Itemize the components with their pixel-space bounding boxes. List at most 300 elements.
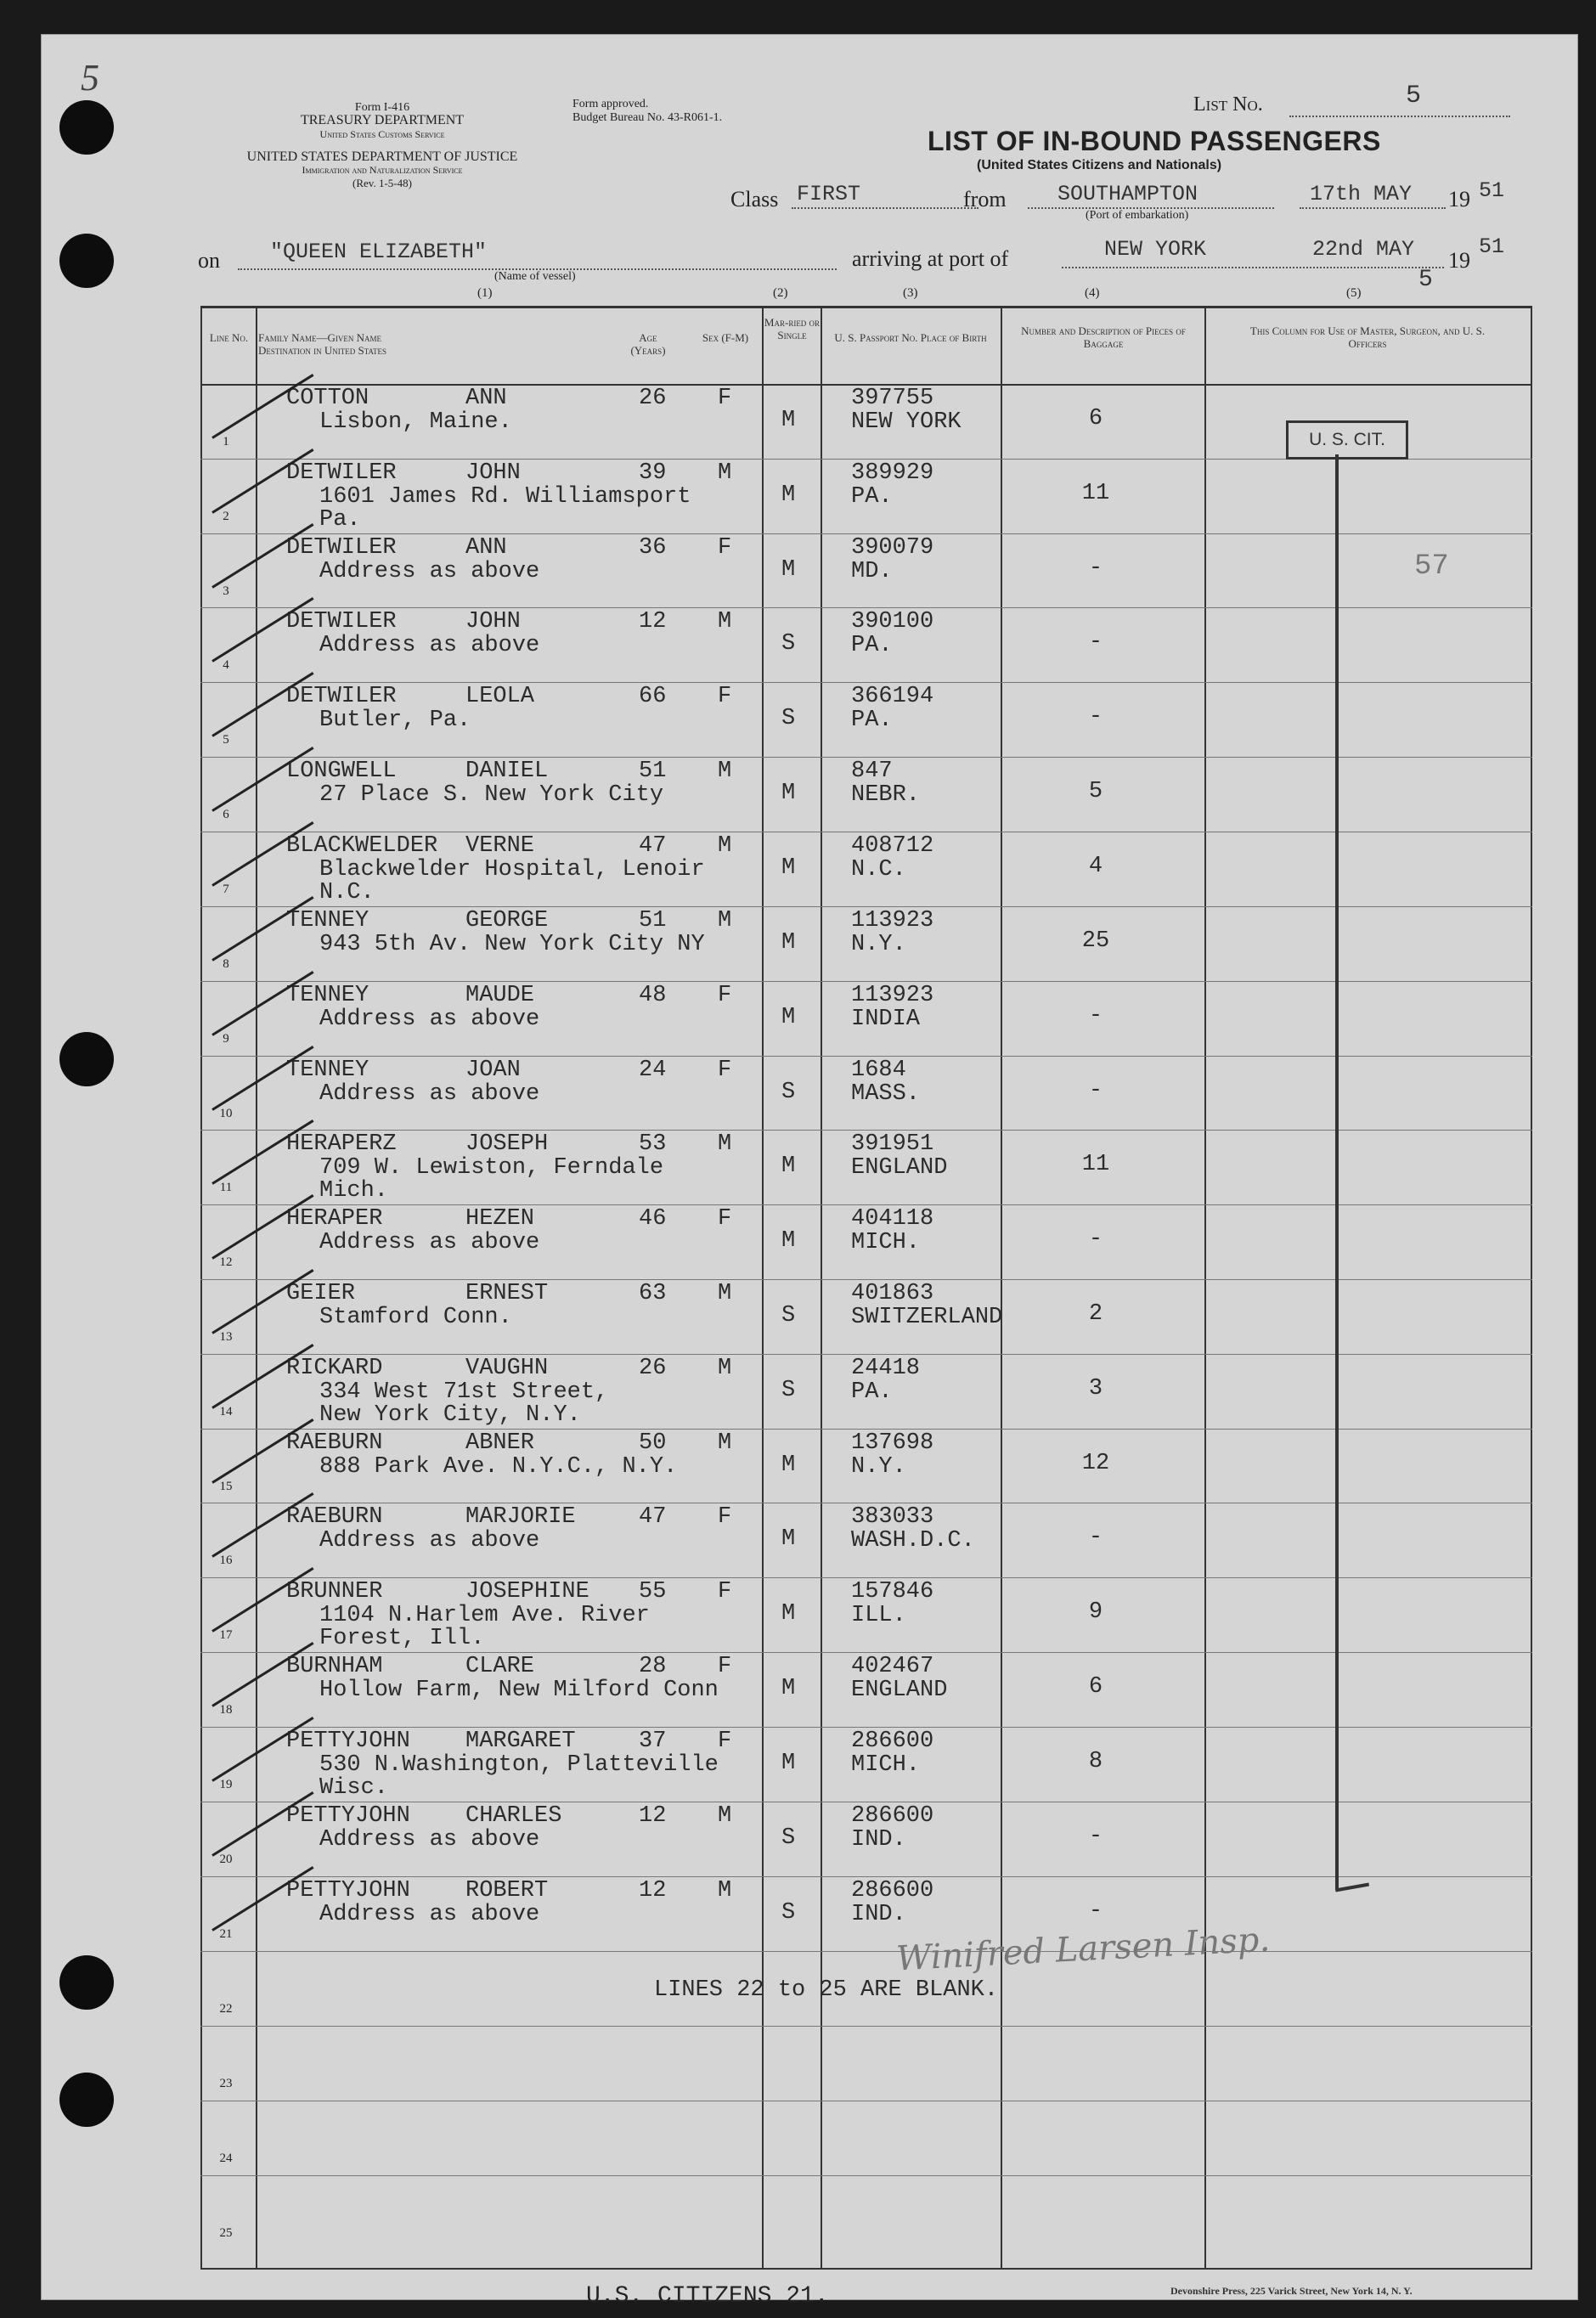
form-sheet [41,34,1578,2300]
passport-number: 24418 [851,1356,921,1381]
row-separator [200,1951,1532,1952]
header-sex: Sex (F-M) [702,331,749,344]
row-separator [200,2175,1532,2176]
passenger-address: 888 Park Ave. N.Y.C., N.Y. [319,1454,678,1480]
passenger-age: 48 [639,983,667,1008]
baggage-pieces: - [1088,1227,1103,1252]
line-number: 1 [223,435,229,448]
port-caption: (Port of embarkation) [1086,209,1189,222]
marital-status: M [781,1751,796,1776]
passenger-surname: DETWILER [286,460,397,486]
marital-status: S [781,1900,796,1926]
row-separator [200,981,1532,982]
col-divider [1001,306,1002,2270]
passport-number: 286600 [851,1729,934,1754]
baggage-pieces: - [1088,1078,1103,1103]
row-separator [200,1429,1532,1430]
passport-number: 390100 [851,609,934,634]
citizen-total: U.S. CITIZENS 21. [586,2283,829,2310]
vessel-name: "QUEEN ELIZABETH" [270,240,488,264]
punch-hole [59,1955,114,2010]
baggage-pieces: 4 [1088,854,1103,879]
row-separator [200,1204,1532,1205]
passenger-surname: BRUNNER [286,1579,383,1605]
passenger-address-2: New York City, N.Y. [319,1402,581,1428]
col-num-3: (3) [903,286,918,300]
passport-number: 404118 [851,1206,934,1232]
line-number: 24 [219,2152,233,2165]
passenger-surname: COTTON [286,386,369,411]
place-of-birth: NEBR. [851,782,921,808]
baggage-pieces: 5 [1088,779,1103,804]
place-of-birth: SWITZERLAND [851,1305,1003,1330]
place-of-birth: MD. [851,559,893,584]
passenger-sex: M [718,1131,732,1157]
line-number: 17 [219,1628,233,1642]
arriving-label: arriving at port of [852,246,1009,271]
line-number: 9 [223,1032,229,1046]
marital-status: M [781,1228,796,1254]
col-num-4: (4) [1085,286,1100,300]
passenger-age: 47 [639,833,667,859]
baggage-pieces: 12 [1081,1451,1110,1476]
header-passport: U. S. Passport No. Place of Birth [834,331,987,344]
passenger-surname: HERAPER [286,1206,383,1232]
row-separator [200,1056,1532,1057]
place-of-birth: PA. [851,1379,893,1405]
passenger-age: 26 [639,1356,667,1381]
passenger-age: 46 [639,1206,667,1232]
passenger-age: 63 [639,1281,667,1306]
line-number: 13 [219,1330,233,1344]
passenger-address: Address as above [319,1902,540,1927]
marital-status: M [781,930,796,956]
punch-hole [59,2073,114,2127]
passport-number: 137698 [851,1430,934,1456]
passenger-given-name: GEORGE [465,908,549,933]
row-separator [200,1876,1532,1877]
passenger-given-name: JOHN [465,460,521,486]
passenger-surname: PETTYJOHN [286,1803,410,1829]
baggage-pieces: - [1088,1898,1103,1924]
ins-service: Immigration and Naturalization Service [302,164,463,176]
passenger-given-name: ABNER [465,1430,535,1456]
page-mark: 5 [81,57,99,99]
passenger-age: 37 [639,1729,667,1754]
header-age: Age (Years) [630,331,666,357]
depart-date: 17th MAY [1310,182,1413,206]
passenger-age: 66 [639,684,667,709]
place-of-birth: ENGLAND [851,1678,948,1703]
place-of-birth: N.Y. [851,932,906,957]
passenger-surname: PETTYJOHN [286,1729,410,1754]
header-married: Mar-ried or Single [764,316,821,341]
table-right-border [1531,306,1532,2270]
passenger-given-name: LEOLA [465,684,535,709]
passenger-surname: GEIER [286,1281,356,1306]
marital-status: M [781,1005,796,1030]
col-num-1: (1) [477,286,493,300]
dept-treasury: TREASURY DEPARTMENT [300,113,465,127]
line-number: 10 [219,1107,233,1120]
passenger-surname: DETWILER [286,609,397,634]
passenger-address-2: Mich. [319,1178,389,1204]
baggage-pieces: - [1088,704,1103,730]
col-num-2: (2) [773,286,788,300]
passport-number: 401863 [851,1281,934,1306]
passenger-sex: F [718,983,732,1008]
stamp-vertical-line [1335,454,1339,1890]
line-number: 21 [219,1927,233,1941]
baggage-pieces: - [1088,1824,1103,1849]
row-separator [200,1354,1532,1355]
passenger-surname: BLACKWELDER [286,833,438,859]
marital-status: S [781,1080,796,1105]
row-separator [200,1727,1532,1728]
baggage-pieces: 6 [1088,1674,1103,1700]
line-number: 16 [219,1554,233,1567]
place-of-birth: IND. [851,1827,906,1853]
row-separator [200,682,1532,683]
form-number: Form I-416 [354,101,410,114]
line-number: 18 [219,1703,233,1717]
row-separator [200,607,1532,608]
passenger-address: 709 W. Lewiston, Ferndale [319,1155,664,1181]
line-number: 7 [223,883,229,896]
year-prefix-2: 19 [1448,248,1470,273]
marital-status: M [781,482,796,508]
passenger-surname: DETWILER [286,684,397,709]
row-separator [200,757,1532,758]
passenger-age: 55 [639,1579,667,1605]
passenger-age: 39 [639,460,667,486]
passport-number: 383033 [851,1504,934,1530]
header-line-no: Line No. [209,331,249,344]
on-label: on [198,248,220,273]
line-number: 11 [219,1181,233,1194]
passenger-sex: M [718,833,732,859]
passenger-given-name: CLARE [465,1654,535,1679]
depart-year: 51 [1479,178,1505,203]
punch-hole [59,100,114,155]
passenger-given-name: VERNE [465,833,535,859]
baggage-pieces: 9 [1088,1599,1103,1625]
baggage-pieces: - [1088,1525,1103,1550]
vessel-caption: (Name of vessel) [494,270,576,283]
budget-bureau: Budget Bureau No. 43-R061-1. [572,111,723,124]
passenger-age: 28 [639,1654,667,1679]
passenger-sex: F [718,535,732,561]
place-of-birth: MICH. [851,1230,921,1255]
line-number: 19 [219,1778,233,1791]
passport-number: 389929 [851,460,934,486]
blank-lines-note: LINES 22 to 25 ARE BLANK. [654,1977,999,2003]
col5-mark: 5 [1418,267,1433,293]
passport-number: 847 [851,759,893,784]
row-separator [200,1279,1532,1280]
line-number: 3 [223,584,229,598]
passenger-address: Address as above [319,633,540,658]
passenger-address: Blackwelder Hospital, Lenoir [319,857,705,883]
passenger-address: Hollow Farm, New Milford Conn [319,1678,719,1703]
header-destination: Destination in United States [258,344,387,357]
marital-status: M [781,1526,796,1552]
marital-status: M [781,1676,796,1701]
passenger-sex: M [718,1878,732,1903]
passenger-address: 1104 N.Harlem Ave. River [319,1603,650,1628]
baggage-pieces: - [1088,629,1103,655]
passport-number: 408712 [851,833,934,859]
passenger-sex: F [718,1654,732,1679]
officer-mark: 57 [1414,550,1449,583]
form-title: LIST OF IN-BOUND PASSENGERS [928,126,1381,156]
passport-number: 391951 [851,1131,934,1157]
passport-number: 113923 [851,908,934,933]
passport-number: 113923 [851,983,934,1008]
marital-status: M [781,855,796,881]
passenger-address: Address as above [319,1528,540,1554]
passenger-age: 51 [639,908,667,933]
passenger-sex: M [718,1356,732,1381]
line-number: 12 [219,1255,233,1269]
passenger-given-name: DANIEL [465,759,549,784]
passenger-surname: TENNEY [286,908,369,933]
table-left-border [200,306,202,2270]
line-number: 6 [223,808,229,821]
passenger-address: Address as above [319,1007,540,1032]
line-number: 23 [219,2077,233,2090]
passenger-address-2: Forest, Ill. [319,1626,485,1651]
from-label: from [963,187,1007,211]
col-divider [1204,306,1206,2270]
passenger-sex: F [718,1057,732,1083]
passenger-address: Address as above [319,1827,540,1853]
arrival-date: 22nd MAY [1312,237,1415,262]
passenger-given-name: JOSEPH [465,1131,549,1157]
baggage-pieces: - [1088,556,1103,581]
passenger-given-name: MAUDE [465,983,535,1008]
baggage-pieces: 11 [1081,481,1110,506]
passport-number: 286600 [851,1878,934,1903]
passenger-address: Address as above [319,1081,540,1107]
passenger-sex: M [718,759,732,784]
marital-status: M [781,557,796,583]
line-number: 5 [223,733,229,747]
place-of-birth: IND. [851,1902,906,1927]
passenger-given-name: JOHN [465,609,521,634]
passenger-address: Address as above [319,559,540,584]
passenger-given-name: MARGARET [465,1729,576,1754]
passenger-address: Butler, Pa. [319,708,471,733]
passenger-given-name: ANN [465,386,507,411]
place-of-birth: NEW YORK [851,409,962,435]
passenger-surname: RAEBURN [286,1504,383,1530]
passenger-surname: RAEBURN [286,1430,383,1456]
marital-status: M [781,408,796,433]
passenger-sex: M [718,908,732,933]
us-citizen-stamp: U. S. CIT. [1286,420,1408,460]
passport-number: 397755 [851,386,934,411]
passenger-address: 1601 James Rd. Williamsport [319,484,691,510]
marital-status: S [781,1825,796,1851]
form-subtitle: (United States Citizens and Nationals) [977,158,1222,172]
row-separator [200,1130,1532,1131]
line-number: 2 [223,510,229,523]
passenger-address: 334 West 71st Street, [319,1379,609,1405]
passenger-surname: TENNEY [286,983,369,1008]
passenger-given-name: VAUGHN [465,1356,549,1381]
passenger-address: Stamford Conn. [319,1305,512,1330]
passenger-age: 12 [639,1803,667,1829]
place-of-birth: PA. [851,633,893,658]
passenger-given-name: MARJORIE [465,1504,576,1530]
marital-status: S [781,706,796,731]
baggage-pieces: 6 [1088,406,1103,431]
line-number: 8 [223,957,229,971]
passenger-age: 50 [639,1430,667,1456]
class-value: FIRST [797,182,861,206]
passenger-given-name: JOAN [465,1057,521,1083]
line-number: 22 [219,2002,233,2016]
passenger-age: 24 [639,1057,667,1083]
passenger-address: 943 5th Av. New York City NY [319,932,705,957]
marital-status: M [781,1153,796,1179]
passenger-address: Lisbon, Maine. [319,409,512,435]
place-of-birth: ILL. [851,1603,906,1628]
line-number: 15 [219,1480,233,1493]
passenger-sex: M [718,609,732,634]
passport-number: 390079 [851,535,934,561]
passenger-given-name: JOSEPHINE [465,1579,589,1605]
revision: (Rev. 1-5-48) [352,177,412,189]
embark-port: SOUTHAMPTON [1057,182,1198,206]
arrival-year: 51 [1479,234,1505,259]
passenger-sex: M [718,1430,732,1456]
line-number: 14 [219,1405,233,1418]
passenger-sex: M [718,1281,732,1306]
passenger-given-name: ERNEST [465,1281,549,1306]
class-label: Class [730,187,779,211]
passport-number: 286600 [851,1803,934,1829]
marital-status: S [781,631,796,657]
passport-number: 1684 [851,1057,906,1083]
punch-hole [59,234,114,288]
baggage-pieces: 11 [1081,1152,1110,1177]
place-of-birth: WASH.D.C. [851,1528,975,1554]
passenger-sex: F [718,684,732,709]
baggage-pieces: 3 [1088,1376,1103,1402]
passenger-sex: F [718,1729,732,1754]
place-of-birth: MICH. [851,1752,921,1778]
passenger-given-name: ROBERT [465,1878,549,1903]
row-separator [200,1577,1532,1578]
passenger-age: 47 [639,1504,667,1530]
passport-number: 157846 [851,1579,934,1605]
baggage-pieces: 8 [1088,1749,1103,1774]
passenger-surname: PETTYJOHN [286,1878,410,1903]
marital-status: M [781,781,796,806]
passenger-age: 12 [639,609,667,634]
customs-service: United States Customs Service [319,128,445,140]
col-divider [821,306,822,2270]
marital-status: S [781,1303,796,1328]
passenger-age: 53 [639,1131,667,1157]
col-divider [762,306,764,2270]
passenger-sex: F [718,1504,732,1530]
col-num-5: (5) [1346,286,1362,300]
line-number: 20 [219,1853,233,1866]
passenger-address-2: Pa. [319,507,361,533]
dept-justice: UNITED STATES DEPARTMENT OF JUSTICE [246,149,518,164]
printer-imprint: Devonshire Press, 225 Varick Street, New York 14, N. Y. [1170,2285,1413,2297]
passenger-address: 530 N.Washington, Platteville [319,1752,719,1778]
place-of-birth: N.C. [851,857,906,883]
passenger-address-2: N.C. [319,880,375,905]
passenger-surname: TENNEY [286,1057,369,1083]
col-divider [256,306,257,2270]
line-number: 25 [219,2226,233,2240]
list-number: 5 [1406,82,1422,110]
marital-status: S [781,1378,796,1403]
passenger-age: 26 [639,386,667,411]
passenger-surname: BURNHAM [286,1654,383,1679]
passenger-given-name: CHARLES [465,1803,562,1829]
place-of-birth: N.Y. [851,1454,906,1480]
year-prefix: 19 [1448,187,1470,211]
punch-hole [59,1032,114,1086]
row-separator [200,2026,1532,2027]
passenger-given-name: ANN [465,535,507,561]
passenger-age: 36 [639,535,667,561]
header-name: Family Name—Given Name [258,331,381,344]
inspector-signature: Winifred Larsen Insp. [895,1920,1272,1979]
passport-number: 402467 [851,1654,934,1679]
table-top-border [200,306,1532,308]
row-separator [200,533,1532,534]
line-number: 4 [223,658,229,672]
row-separator [200,906,1532,907]
baggage-pieces: 2 [1088,1301,1103,1327]
passenger-surname: RICKARD [286,1356,383,1381]
place-of-birth: ENGLAND [851,1155,948,1181]
table-bottom-border [200,2268,1532,2270]
list-label: List No. [1193,93,1263,116]
baggage-pieces: - [1088,1003,1103,1029]
passport-number: 366194 [851,684,934,709]
form-approved: Form approved. [572,98,649,110]
arrival-port: NEW YORK [1104,237,1207,262]
row-separator [200,1652,1532,1653]
marital-status: M [781,1601,796,1627]
place-of-birth: PA. [851,484,893,510]
passenger-sex: F [718,386,732,411]
marital-status: M [781,1452,796,1478]
header-officers: This Column for Use of Master, Surgeon, and U. S. Officers [1249,324,1486,350]
passenger-sex: M [718,460,732,486]
passenger-surname: DETWILER [286,535,397,561]
place-of-birth: INDIA [851,1007,921,1032]
place-of-birth: PA. [851,708,893,733]
passenger-address-2: Wisc. [319,1775,389,1801]
passenger-age: 12 [639,1878,667,1903]
passenger-address: 27 Place S. New York City [319,782,664,808]
passenger-sex: F [718,1579,732,1605]
header-baggage: Number and Description of Pieces of Baggage [1021,324,1186,350]
passenger-sex: F [718,1206,732,1232]
passenger-address: Address as above [319,1230,540,1255]
place-of-birth: MASS. [851,1081,921,1107]
passenger-sex: M [718,1803,732,1829]
